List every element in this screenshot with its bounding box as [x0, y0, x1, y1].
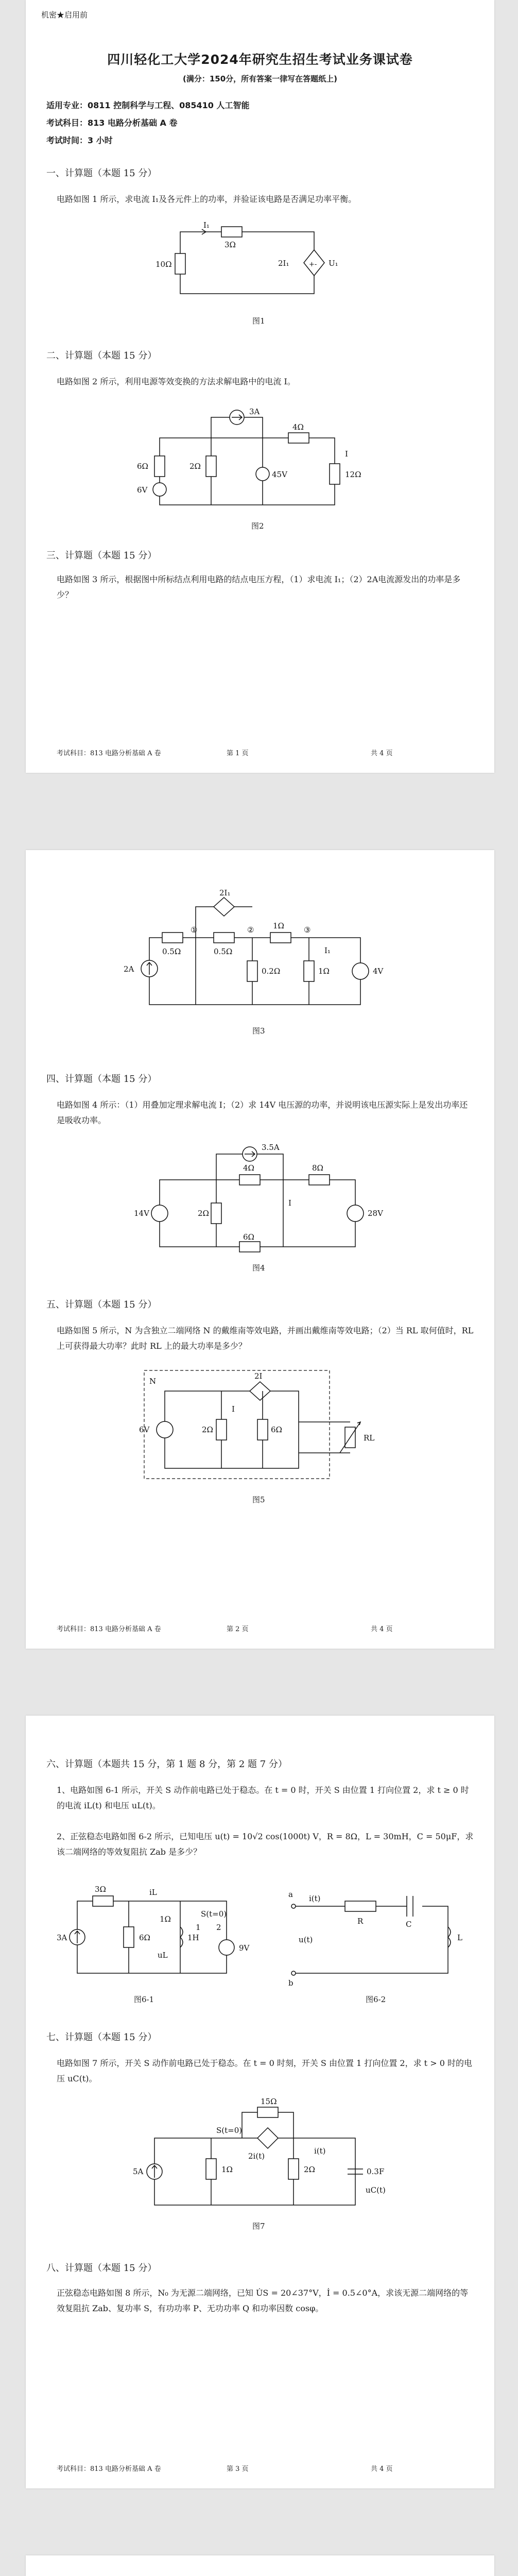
fig6-2-a-label: a [288, 1890, 293, 1899]
figure-6-1-circuit [57, 1880, 263, 1989]
fig6-1-p1-label: 1 [196, 1923, 201, 1932]
fig7-src-label: 2i(t) [248, 2151, 265, 2161]
fig6-1-r1-label: 3Ω [95, 1885, 106, 1894]
fig2-v2-label: 45V [272, 470, 287, 479]
page-2-footer [57, 1623, 469, 1633]
footer-page: 第 2 页 [227, 1625, 249, 1633]
fig3-v-label: 4V [373, 967, 384, 976]
exam-page-4 [26, 2555, 494, 2576]
fig2-r4-label: 12Ω [345, 470, 361, 479]
fig4-v2-label: 28V [368, 1209, 383, 1218]
figure-4-caption: 图4 [252, 1263, 265, 1273]
fig6-1-r2-label: 6Ω [139, 1933, 150, 1942]
q4-text: 电路如图 4 所示：（1）用叠加定理求解电流 I；（2）求 14V 电压源的功率，并说明该电压源实际上是发出功率还是吸收功率。 [57, 1100, 468, 1125]
fig2-r1-label: 6Ω [137, 462, 148, 471]
q1-heading: 一、计算题（本题 15 分） [46, 168, 157, 179]
fig6-1-p2-label: 2 [216, 1923, 221, 1932]
fig3-r2-label: 0.5Ω [214, 947, 233, 956]
figure-4-circuit [129, 1139, 396, 1257]
fig3-r3-label: 1Ω [273, 921, 284, 930]
fig7-c-label: 0.3F [367, 2167, 385, 2176]
fig6-1-il-label: iL [149, 1888, 157, 1897]
majors-line: 适用专业：0811 控制科学与工程、085410 人工智能 [46, 100, 250, 110]
figure-3-circuit [118, 888, 407, 1020]
fig6-1-r3-label: 1Ω [160, 1914, 171, 1924]
fig1-r-label: 10Ω [156, 260, 172, 269]
fig6-1-s-label: S(t=0) [201, 1909, 227, 1919]
fig3-r1-label: 0.5Ω [162, 947, 181, 956]
fig6-1-v-label: 9V [239, 1943, 250, 1953]
fig3-n3-label: ③ [304, 925, 311, 935]
fig4-r3-label: 6Ω [243, 1232, 254, 1242]
fig7-r3-label: 2Ω [304, 2165, 315, 2174]
figure-6-2-caption: 图6-2 [366, 1995, 386, 2004]
exam-subtitle: (满分：150分，所有答案一律写在答题纸上) [182, 74, 338, 83]
fig5-src-label: 2I [254, 1371, 263, 1381]
page-1-footer [57, 748, 469, 757]
figure-1-caption: 图1 [252, 316, 265, 326]
figure-2-caption: 图2 [251, 521, 264, 531]
resistor-10ohm [175, 253, 185, 274]
figure-7-circuit [129, 2097, 396, 2215]
exam-page-2 [26, 850, 494, 1649]
fig6-2-l-label: L [457, 1933, 462, 1942]
q2-text: 电路如图 2 所示，利用电源等效变换的方法求解电路中的电流 I。 [57, 377, 296, 386]
fig6-2-b-label: b [288, 1978, 293, 1988]
q5-heading: 五、计算题（本题 15 分） [46, 1299, 157, 1310]
confidential-mark: 机密★启用前 [41, 10, 88, 20]
footer-total: 共 4 页 [371, 1625, 393, 1633]
svg-text:+-: +- [309, 261, 317, 268]
fig7-s-label: S(t=0) [216, 2126, 243, 2135]
fig6-1-cs-label: 3A [57, 1933, 67, 1942]
fig6-1-ul-label: uL [158, 1951, 168, 1960]
fig5-v-label: 6V [139, 1425, 150, 1434]
figure-5-circuit [124, 1365, 391, 1489]
resistor-3ohm [221, 227, 242, 237]
page-3-footer [57, 2463, 469, 2473]
figure-6-2-circuit [283, 1880, 469, 1989]
q8-text: 正弦稳态电路如图 8 所示，N₀ 为无源二端网络，已知 U̇S = 20∠37°V，İ = 0.5∠0°A，求该无源二端网络的等效复阻抗 Zab、复功率 S，有功功率 P、无功功率 Q 和功率因数 cosφ。 [57, 2288, 469, 2313]
fig1-u-label: U₁ [329, 259, 338, 268]
fig6-2-c-label: C [406, 1920, 412, 1929]
fig5-n-label: N [149, 1377, 157, 1386]
figure-3-caption: 图3 [252, 1026, 265, 1036]
fig4-r1-label: 4Ω [243, 1163, 254, 1173]
fig3-n2-label: ② [247, 925, 254, 935]
fig2-r2-label: 2Ω [189, 462, 201, 471]
time-line: 考试时间：3 小时 [46, 135, 113, 145]
fig3-r5-label: 1Ω [318, 967, 330, 976]
fig7-r1-label: 1Ω [221, 2165, 233, 2174]
fig4-r2-label: 2Ω [198, 1209, 209, 1218]
fig3-r4-label: 0.2Ω [262, 967, 281, 976]
fig2-r3-label: 4Ω [292, 422, 304, 432]
subject-line: 考试科目：813 电路分析基础 A 卷 [46, 118, 178, 128]
q6-text1: 1、电路如图 6-1 所示，开关 S 动作前电路已处于稳态。在 t = 0 时，开关 S 由位置 1 打向位置 2，求 t ≥ 0 时的电流 iL(t) 和电压 uL(t)。 [57, 1785, 469, 1810]
fig3-n1-label: ① [191, 925, 198, 935]
fig5-i-label: I [232, 1404, 235, 1414]
fig5-r1-label: 2Ω [202, 1425, 213, 1434]
figure-5-caption: 图5 [252, 1495, 265, 1504]
fig2-i-label: I [345, 449, 348, 459]
fig2-cs-value: 3A [249, 407, 260, 416]
q2-heading: 二、计算题（本题 15 分） [46, 350, 157, 361]
fig4-r4-label: 8Ω [312, 1163, 323, 1173]
footer-subject: 考试科目：813 电路分析基础 A 卷 [57, 2465, 161, 2473]
fig3-i1-label: I₁ [324, 946, 331, 955]
q4-heading: 四、计算题（本题 15 分） [46, 1074, 157, 1084]
fig4-cs-label: 3.5A [262, 1143, 280, 1152]
footer-total: 共 4 页 [371, 2465, 393, 2473]
footer-page: 第 3 页 [227, 2465, 249, 2473]
exam-page-3 [26, 1716, 494, 2488]
fig5-rl-label: RL [364, 1433, 375, 1443]
fig1-current-label: I₁ [203, 221, 210, 230]
fig1-r2-label: 3Ω [225, 240, 236, 249]
q8-heading: 八、计算题（本题 15 分） [46, 2263, 157, 2274]
fig6-2-i-label: i(t) [309, 1894, 321, 1903]
figure-2-circuit [129, 407, 376, 515]
fig7-uc-label: uC(t) [366, 2185, 386, 2195]
q6-heading: 六、计算题（本题共 15 分，第 1 题 8 分，第 2 题 7 分） [46, 1759, 287, 1770]
fig1-src-label: 2I₁ [278, 259, 289, 268]
exam-title: 四川轻化工大学2024年研究生招生考试业务课试卷 [107, 52, 413, 67]
fig5-r2-label: 6Ω [271, 1425, 282, 1434]
fig6-1-l-label: 1H [187, 1933, 199, 1942]
fig4-i-label: I [288, 1198, 291, 1208]
footer-page: 第 1 页 [227, 750, 249, 757]
fig6-2-u-label: u(t) [299, 1935, 313, 1944]
q1-text: 电路如图 1 所示，求电流 I₁及各元件上的功率，并验证该电路是否满足功率平衡。 [57, 194, 357, 204]
fig3-top-label: 2I₁ [219, 888, 231, 897]
q3-heading: 三、计算题（本题 15 分） [46, 550, 157, 561]
q7-heading: 七、计算题（本题 15 分） [46, 2032, 157, 2043]
exam-page-1 [26, 0, 494, 773]
fig6-2-r-label: R [357, 1917, 364, 1926]
q5-text: 电路如图 5 所示，N 为含独立二端网络 N 的戴维南等效电路，并画出戴维南等效电路；（2）当 RL 取何值时，RL 上可获得最大功率？此时 RL 上的最大功率是多少？ [57, 1326, 474, 1351]
fig7-i-label: i(t) [314, 2146, 326, 2156]
fig4-v1-label: 14V [134, 1209, 149, 1218]
fig2-v1-label: 6V [137, 485, 148, 495]
q7-text: 电路如图 7 所示，开关 S 动作前电路已处于稳态。在 t = 0 时刻，开关 S 由位置 1 打向位置 2，求 t > 0 时的电压 uC(t)。 [57, 2058, 472, 2083]
footer-total: 共 4 页 [371, 750, 393, 757]
fig3-cs-label: 2A [124, 964, 134, 974]
fig7-r2-label: 15Ω [261, 2097, 277, 2106]
q3-text: 电路如图 3 所示，根据图中所标结点利用电路的结点电压方程，（1）求电流 I₁；（2）2A电流源发出的功率是多少？ [57, 574, 461, 600]
footer-subject: 考试科目：813 电路分析基础 A 卷 [57, 1625, 161, 1633]
fig7-cs-label: 5A [133, 2167, 144, 2176]
figure-7-caption: 图7 [252, 2222, 265, 2231]
q6-text2: 2、正弦稳态电路如图 6-2 所示，已知电压 u(t) = 10√2 cos(1000t) V，R = 8Ω，L = 30mH，C = 50μF，求该二端网络的等效复阻抗 Zab 是多少？ [57, 1832, 474, 1857]
figure-1-circuit [154, 222, 340, 309]
figure-6-1-caption: 图6-1 [134, 1995, 154, 2004]
footer-subject: 考试科目：813 电路分析基础 A 卷 [57, 750, 161, 757]
